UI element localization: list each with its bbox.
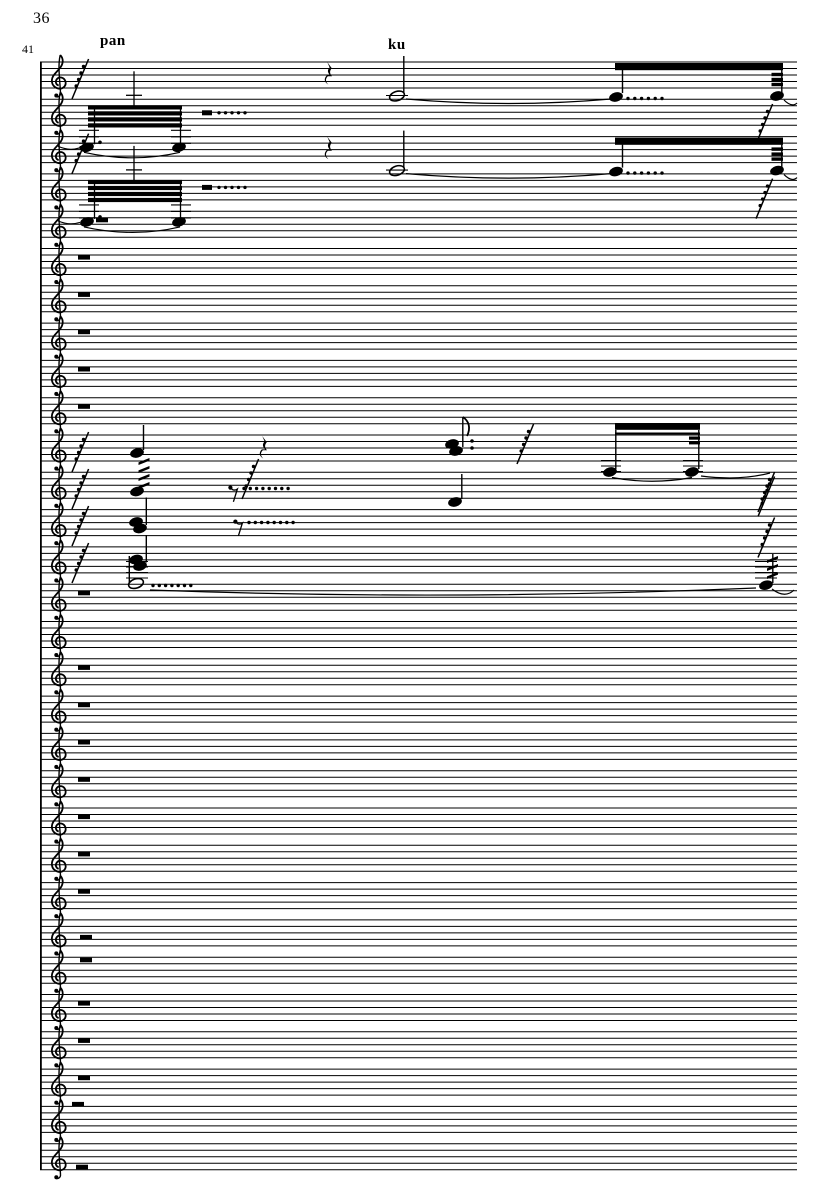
lyric-ku: ku [388, 37, 406, 53]
system-barline [40, 62, 42, 1170]
lyric-pan: pan [100, 33, 126, 49]
measure-number: 41 [22, 42, 34, 56]
page-number: 36 [33, 10, 50, 27]
staff-13-figure [72, 498, 775, 558]
staff-12-figure [72, 458, 775, 517]
staff-14-figure [72, 535, 148, 583]
staff-11-figure [72, 417, 775, 512]
treble-clefs [52, 55, 66, 1179]
staff-lines [40, 62, 797, 1170]
staff-4-tremolo [58, 146, 247, 233]
whole-rests-lower [72, 665, 92, 1169]
staff-2-tremolo [58, 71, 247, 158]
